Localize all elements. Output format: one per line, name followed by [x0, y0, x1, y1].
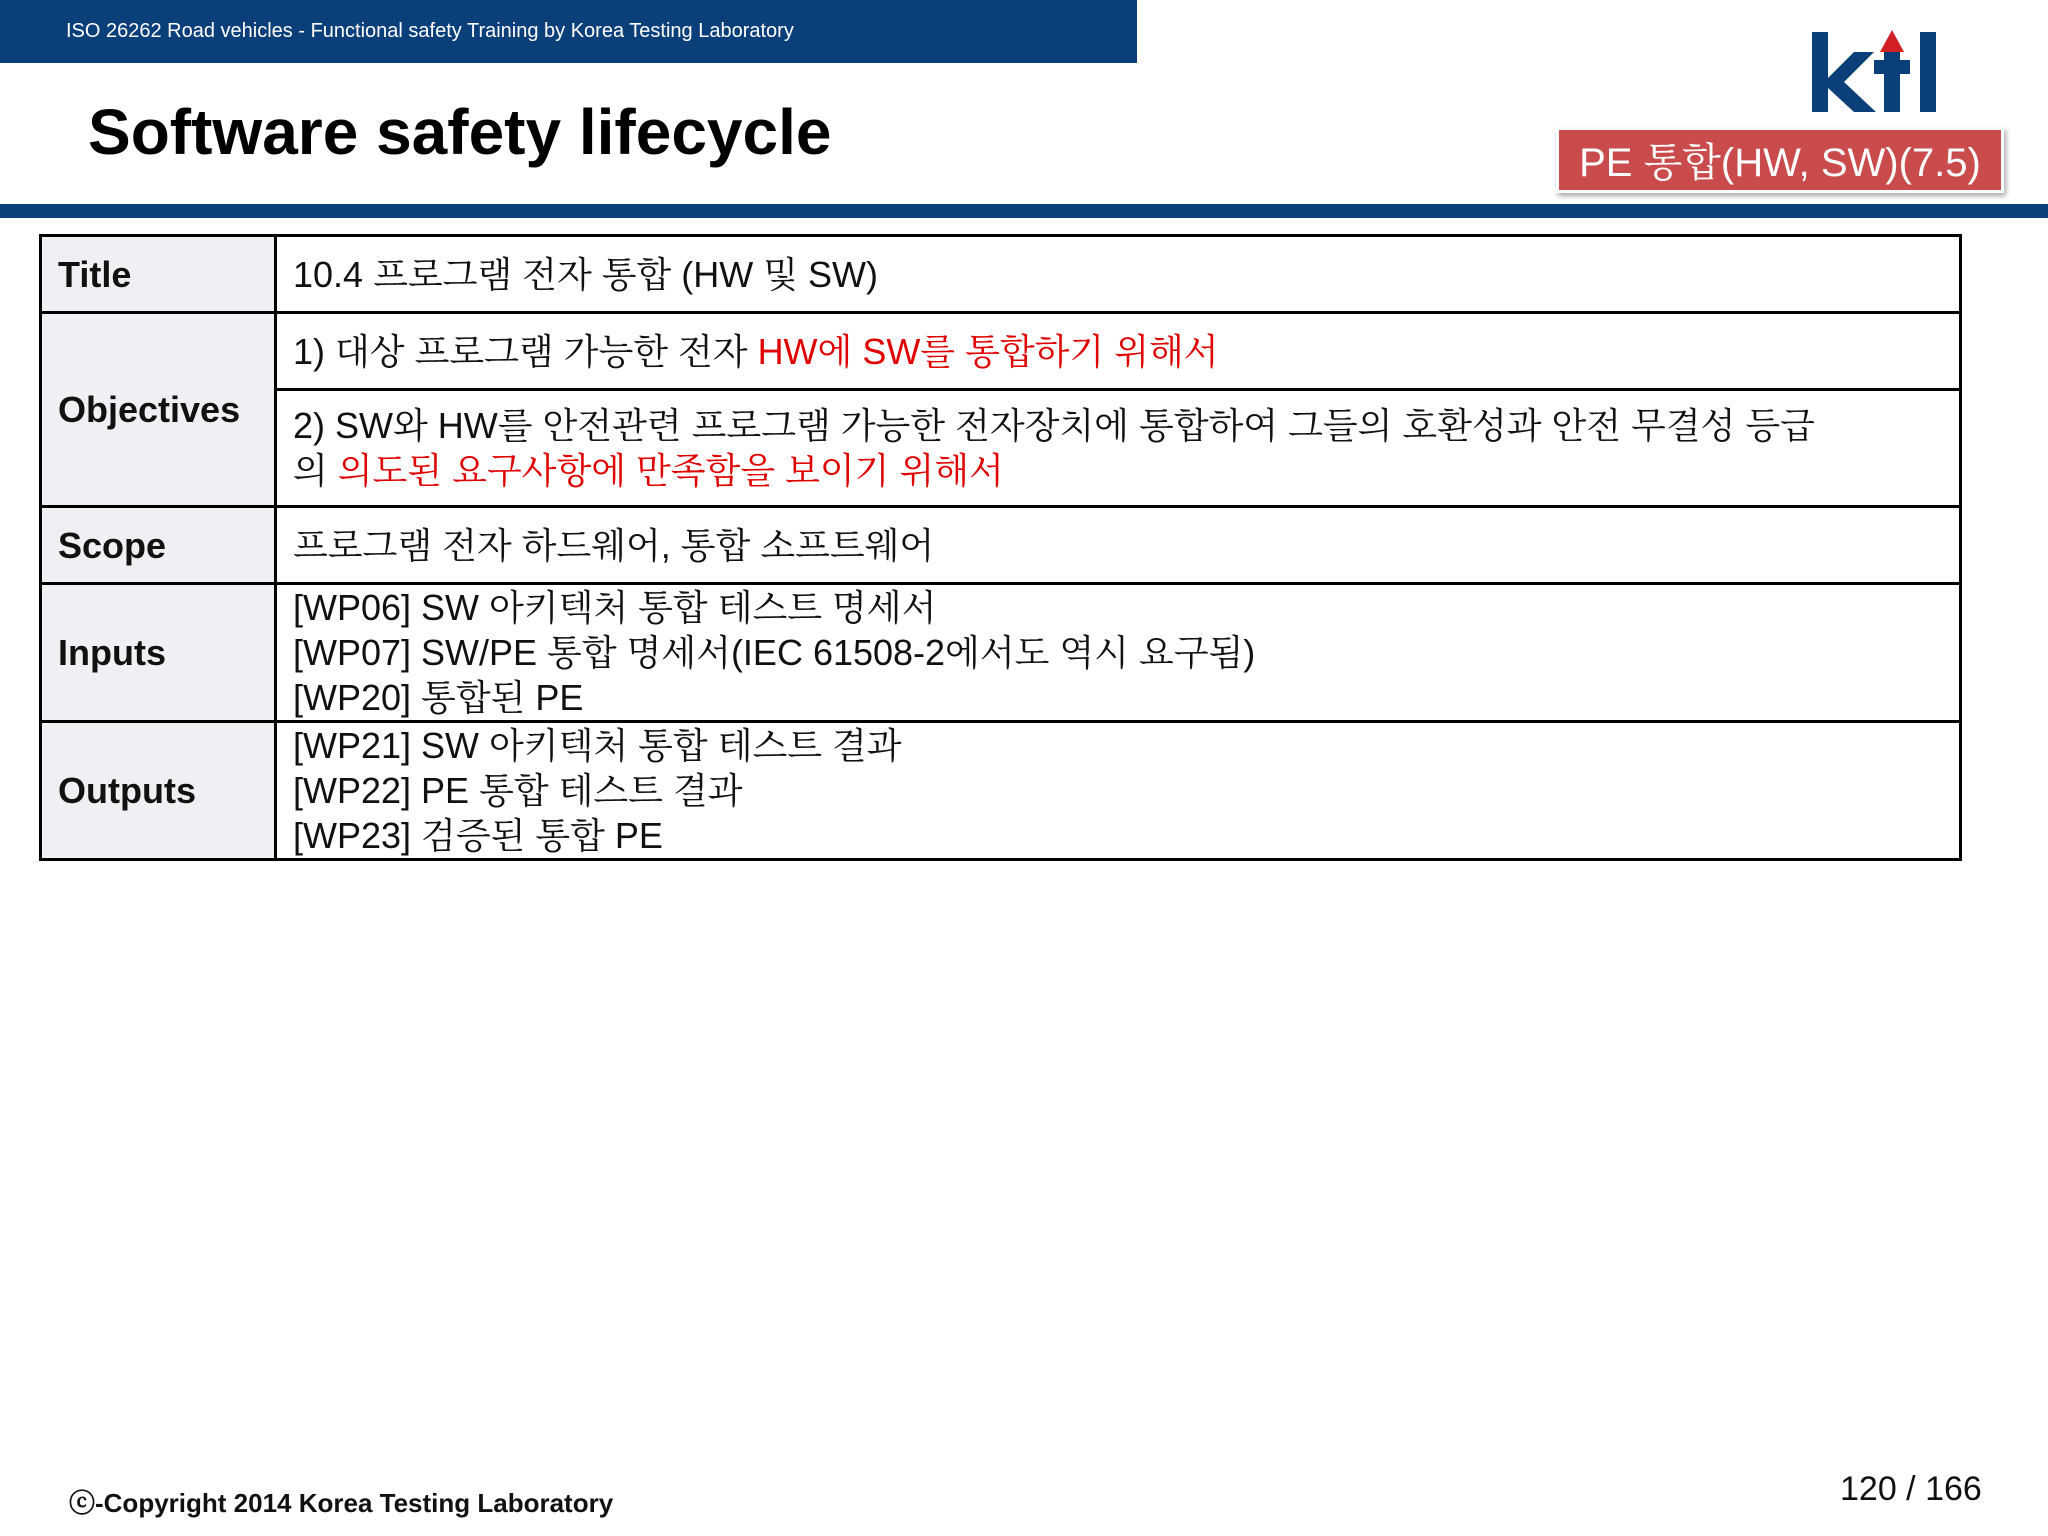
output-item: [WP21] SW 아키텍처 통합 테스트 결과	[293, 725, 902, 766]
header-bar	[0, 0, 1137, 63]
page-number: 120 / 166	[1840, 1470, 1982, 1508]
table-row-objective-2	[41, 390, 1961, 507]
scope-value: 프로그램 전자 하드웨어, 통합 소프트웨어	[276, 507, 1961, 584]
objectives-label: Objectives	[41, 313, 276, 507]
table-row-outputs	[41, 722, 1961, 860]
inputs-list	[276, 584, 1961, 722]
input-item: [WP07] SW/PE 통합 명세서(IEC 61508-2에서도 역시 요구됨)	[293, 632, 1256, 673]
objective-2-line-1: 2) SW와 HW를 안전관련 프로그램 가능한 전자장치에 통합하여 그들의 호환성과 안전 무결성 등급	[293, 405, 1815, 446]
table-row-scope	[41, 507, 1961, 584]
title-label: Title	[41, 236, 276, 313]
objective-1-prefix: 1) 대상 프로그램 가능한 전자	[293, 330, 758, 372]
copyright: ⓒ-Copyright 2014 Korea Testing Laboratory	[69, 1488, 614, 1518]
scope-label: Scope	[41, 507, 276, 584]
ktl-logo	[1808, 30, 1954, 114]
course-line: ISO 26262 Road vehicles - Functional safety Training by Korea Testing Laboratory	[66, 20, 794, 42]
objective-1	[276, 313, 1961, 390]
input-item: [WP06] SW 아키텍처 통합 테스트 명세서	[293, 587, 937, 628]
output-item: [WP22] PE 통합 테스트 결과	[293, 770, 743, 811]
title-divider	[0, 204, 2048, 218]
lifecycle-table	[39, 234, 1962, 861]
objective-1-highlight: HW에 SW를 통합하기 위해서	[757, 330, 1219, 372]
inputs-label: Inputs	[41, 584, 276, 722]
table-row-inputs	[41, 584, 1961, 722]
title-value: 10.4 프로그램 전자 통합 (HW 및 SW)	[276, 236, 1961, 313]
table-row-title	[41, 236, 1961, 313]
page-title: Software safety lifecycle	[88, 96, 832, 168]
output-item: [WP23] 검증된 통합 PE	[293, 815, 663, 856]
input-item: [WP20] 통합된 PE	[293, 677, 584, 718]
section-badge: PE 통합(HW, SW)(7.5)	[1556, 127, 2004, 193]
outputs-label: Outputs	[41, 722, 276, 860]
objective-2-line-2	[293, 448, 1943, 493]
table-row-objective-1	[41, 313, 1961, 390]
objective-2-highlight: 의도된 요구사항에 만족함을 보이기 위해서	[337, 450, 1004, 491]
objective-2	[276, 390, 1961, 507]
objective-2-prefix: 의	[293, 450, 338, 491]
outputs-list	[276, 722, 1961, 860]
